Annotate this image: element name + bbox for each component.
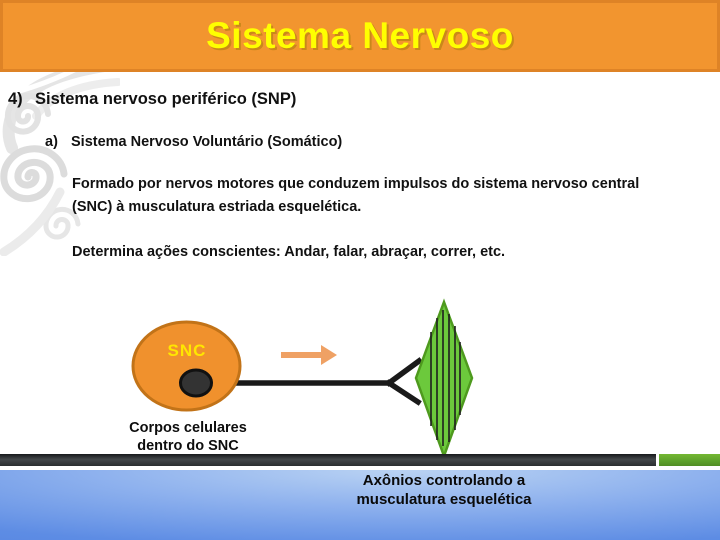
axon-terminal-fork-lower <box>389 383 418 402</box>
direction-arrow-head <box>321 345 337 365</box>
heading-text: Sistema nervoso periférico (SNP) <box>35 90 297 108</box>
muscle-fiber-diamond <box>416 302 472 456</box>
subheading-text: Sistema Nervoso Voluntário (Somático) <box>71 134 343 150</box>
heading-number: 4) <box>8 90 23 108</box>
caption-cell-bodies-line2: dentro do SNC <box>137 437 239 454</box>
axon-terminal-fork-upper <box>389 361 419 383</box>
caption-axons <box>330 471 558 509</box>
paragraph-determina: Determina ações conscientes: Andar, falar, abraçar, correr, etc. <box>72 244 506 260</box>
caption-axons-line1: Axônios controlando a <box>362 472 526 489</box>
subheading-letter: a) <box>45 134 58 150</box>
caption-cell-bodies <box>113 420 263 455</box>
footer-green-bar <box>659 454 720 466</box>
paragraph-formado: Formado por nervos motores que conduzem impulsos do sistema nervoso central (SNC) à musculatura estriada esquelética. <box>72 176 640 215</box>
caption-axons-line2: musculatura esquelética <box>356 491 532 508</box>
footer-dark-bar <box>0 454 656 466</box>
nucleus-dot <box>181 370 212 396</box>
slide-title: Sistema Nervoso <box>206 15 514 56</box>
caption-cell-bodies-line1: Corpos celulares <box>129 420 247 436</box>
cell-body-label: SNC <box>167 341 207 360</box>
snc-cell-ellipse <box>133 322 240 410</box>
